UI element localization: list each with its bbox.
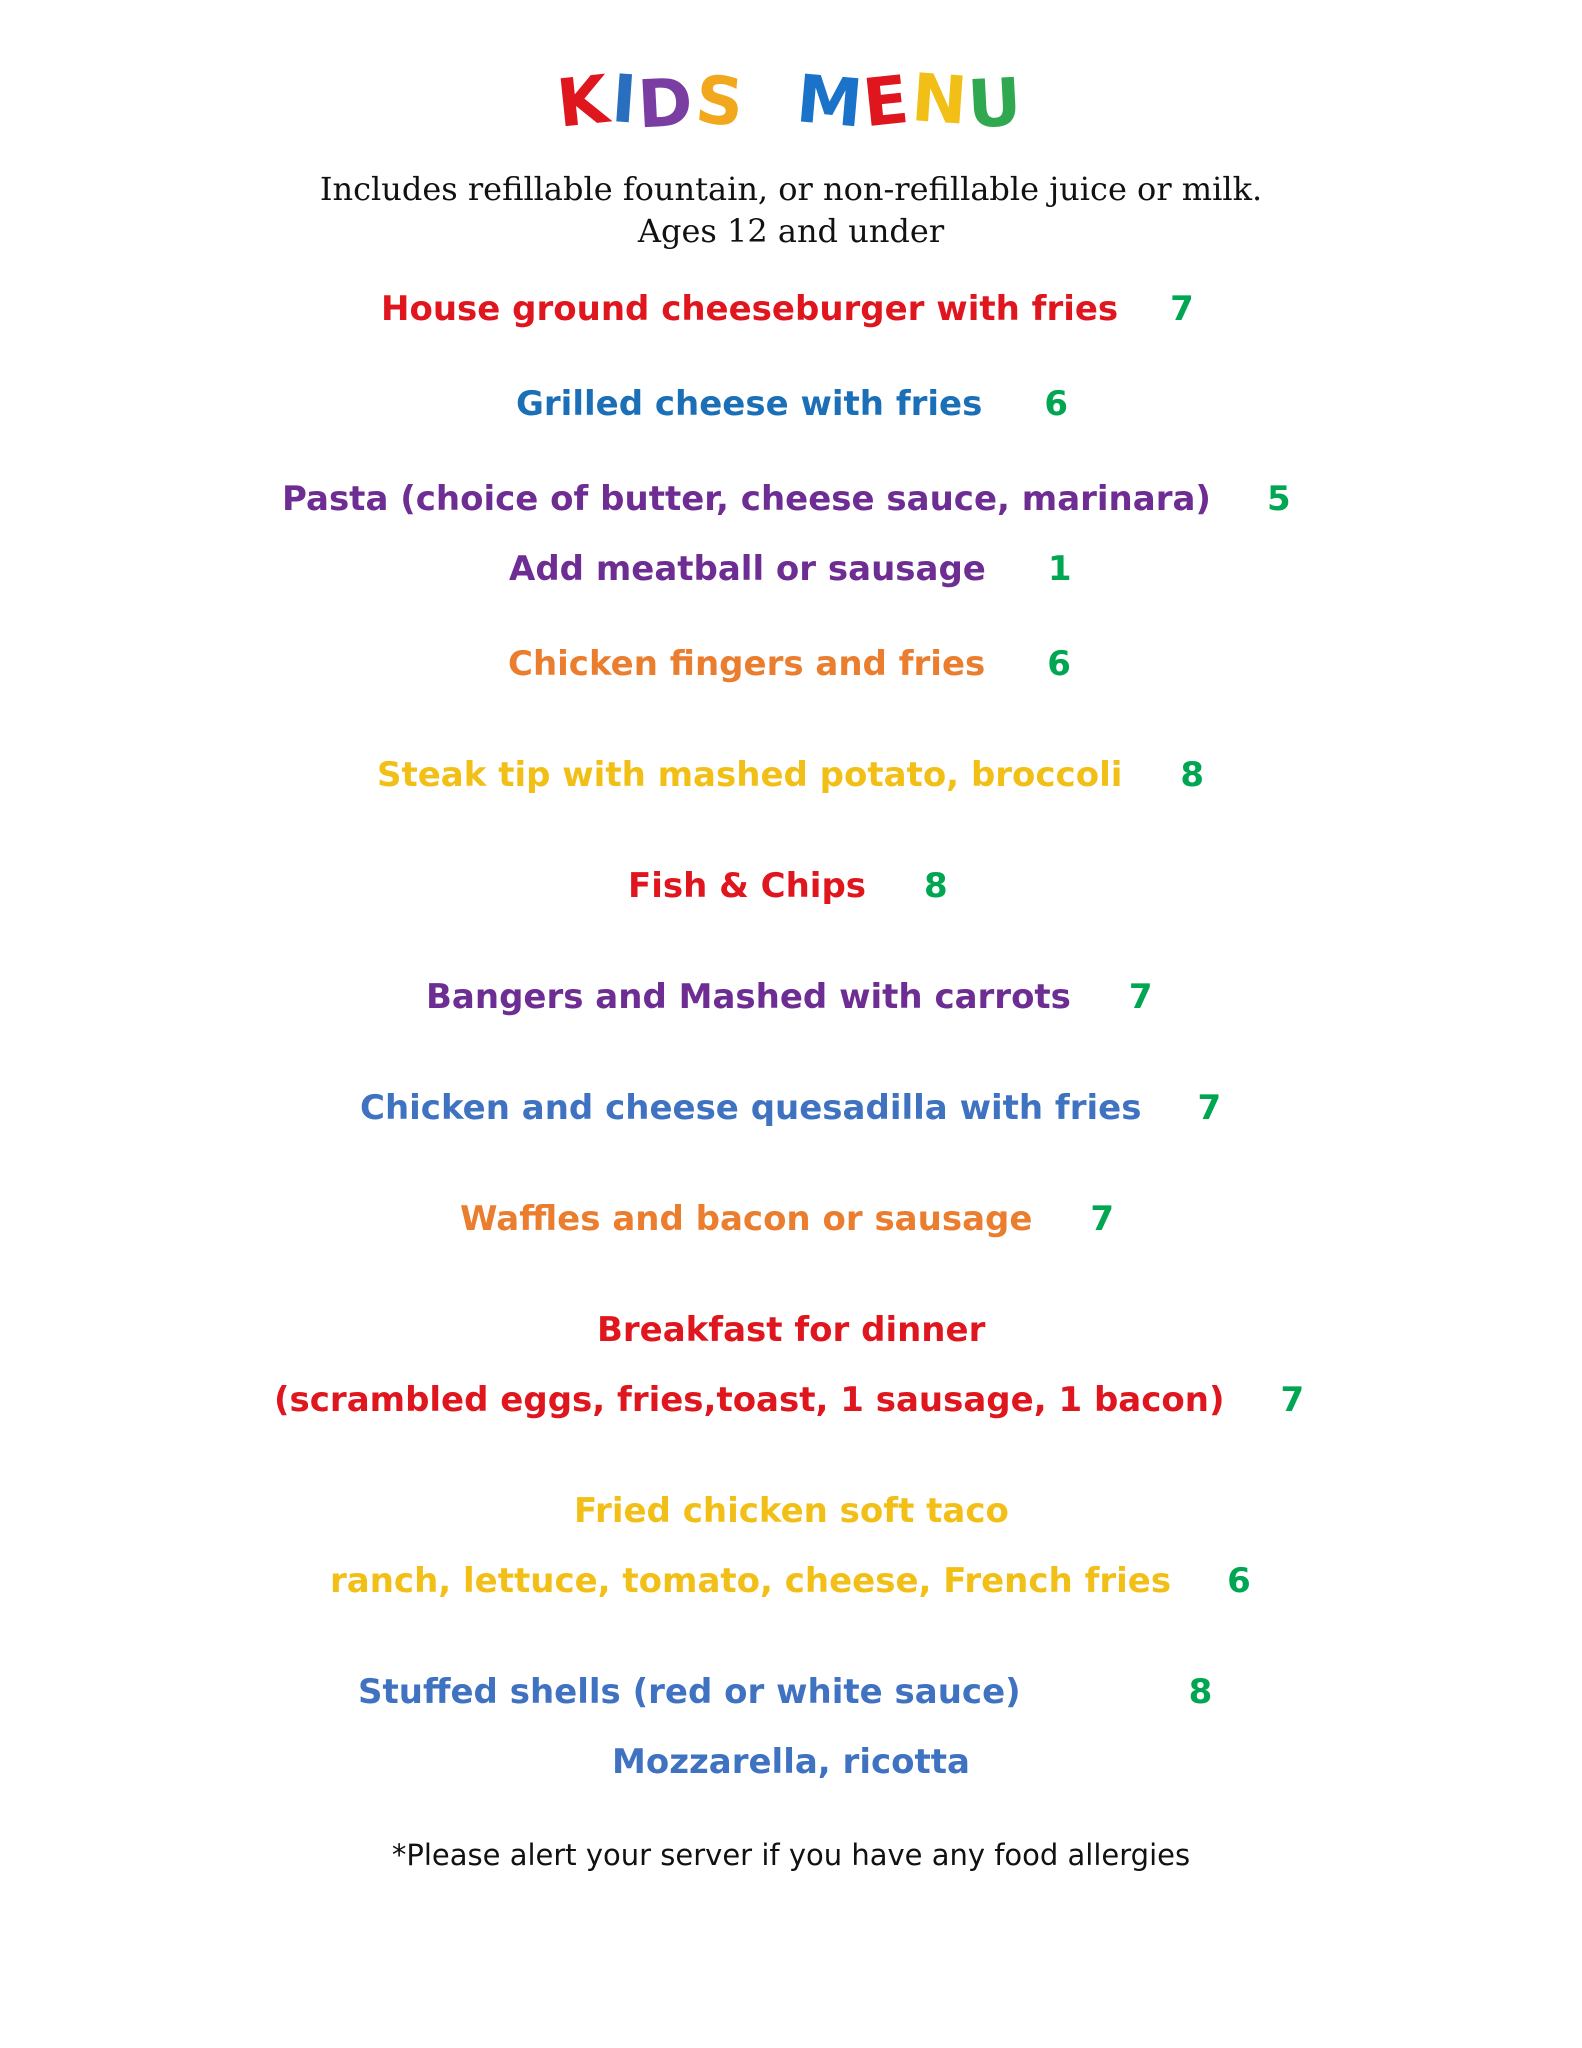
title-letter: E [859, 60, 915, 143]
menu-item-name: Waffles and bacon or sausage [460, 1199, 1033, 1239]
menu-item-price: 7 [1170, 289, 1194, 329]
menu-item-price: 8 [1188, 1672, 1213, 1712]
menu-item [358, 1670, 1212, 1714]
title-word-kids [553, 60, 749, 144]
menu-item-price: 1 [1047, 549, 1072, 589]
menu-item-price: 7 [1197, 1088, 1222, 1128]
menu-item-name: ranch, lettuce, tomato, cheese, French fries [330, 1561, 1172, 1601]
title-letter: U [965, 63, 1026, 144]
allergy-notice: *Please alert your server if you have any food allergies [391, 1838, 1191, 1872]
menu-item [330, 1559, 1251, 1603]
menu-item-price: 7 [1090, 1199, 1115, 1239]
menu-item-name: Add meatball or sausage [509, 549, 986, 589]
intro-drinks-note: Includes refillable fountain, or non-refillable juice or milk. [319, 170, 1263, 208]
menu-item-name: Bangers and Mashed with carrots [426, 977, 1071, 1017]
menu-item-name: Fried chicken soft taco [574, 1491, 1009, 1531]
menu-item [597, 1308, 985, 1352]
title-word-menu [793, 59, 1026, 144]
menu-item [377, 753, 1204, 797]
menu-item-name: Fish & Chips [628, 866, 867, 906]
menu-item-name: Mozzarella, ricotta [612, 1742, 970, 1782]
menu-item [612, 1740, 970, 1784]
menu-item-name: (scrambled eggs, fries,toast, 1 sausage, 1 bacon) [274, 1380, 1225, 1420]
menu-item [360, 1086, 1221, 1130]
menu-item-price: 5 [1266, 479, 1291, 519]
menu-item-price: 7 [1128, 977, 1153, 1017]
menu-item [628, 864, 948, 908]
menu-item-price: 6 [1047, 644, 1071, 684]
menu-item [381, 287, 1194, 331]
menu-item [282, 477, 1291, 521]
menu-item-name: Chicken and cheese quesadilla with fries [360, 1088, 1142, 1128]
title-letter: M [793, 60, 868, 143]
menu-title [0, 59, 1582, 144]
menu-item [460, 1197, 1114, 1241]
menu-item-price: 8 [1180, 755, 1205, 795]
title-letter: D [635, 63, 697, 144]
menu-item-name: Steak tip with mashed potato, broccoli [377, 755, 1123, 795]
menu-item-price: 6 [1044, 384, 1069, 424]
menu-item-name: Grilled cheese with fries [516, 384, 983, 424]
menu-item-name: Breakfast for dinner [597, 1310, 986, 1350]
menu-item [509, 547, 1072, 591]
menu-item-price: 7 [1280, 1380, 1305, 1420]
title-letter: S [692, 61, 749, 143]
intro-age-note: Ages 12 and under [637, 212, 945, 250]
menu-item [516, 382, 1068, 426]
menu-item-name: House ground cheeseburger with fries [381, 289, 1119, 329]
menu-item-name: Chicken fingers and fries [508, 644, 986, 684]
menu-item [508, 642, 1071, 686]
menu-item [274, 1378, 1304, 1422]
title-letter: I [609, 60, 642, 139]
menu-item-name: Stuffed shells (red or white sauce) [358, 1672, 1021, 1712]
menu-item-name: Pasta (choice of butter, cheese sauce, marinara) [282, 479, 1211, 519]
menu-item-price: 6 [1227, 1561, 1251, 1601]
menu-item [426, 975, 1153, 1019]
title-letter: N [909, 59, 972, 140]
menu-item-price: 8 [924, 866, 948, 906]
title-letter: K [553, 60, 615, 143]
menu-item [574, 1489, 1009, 1533]
